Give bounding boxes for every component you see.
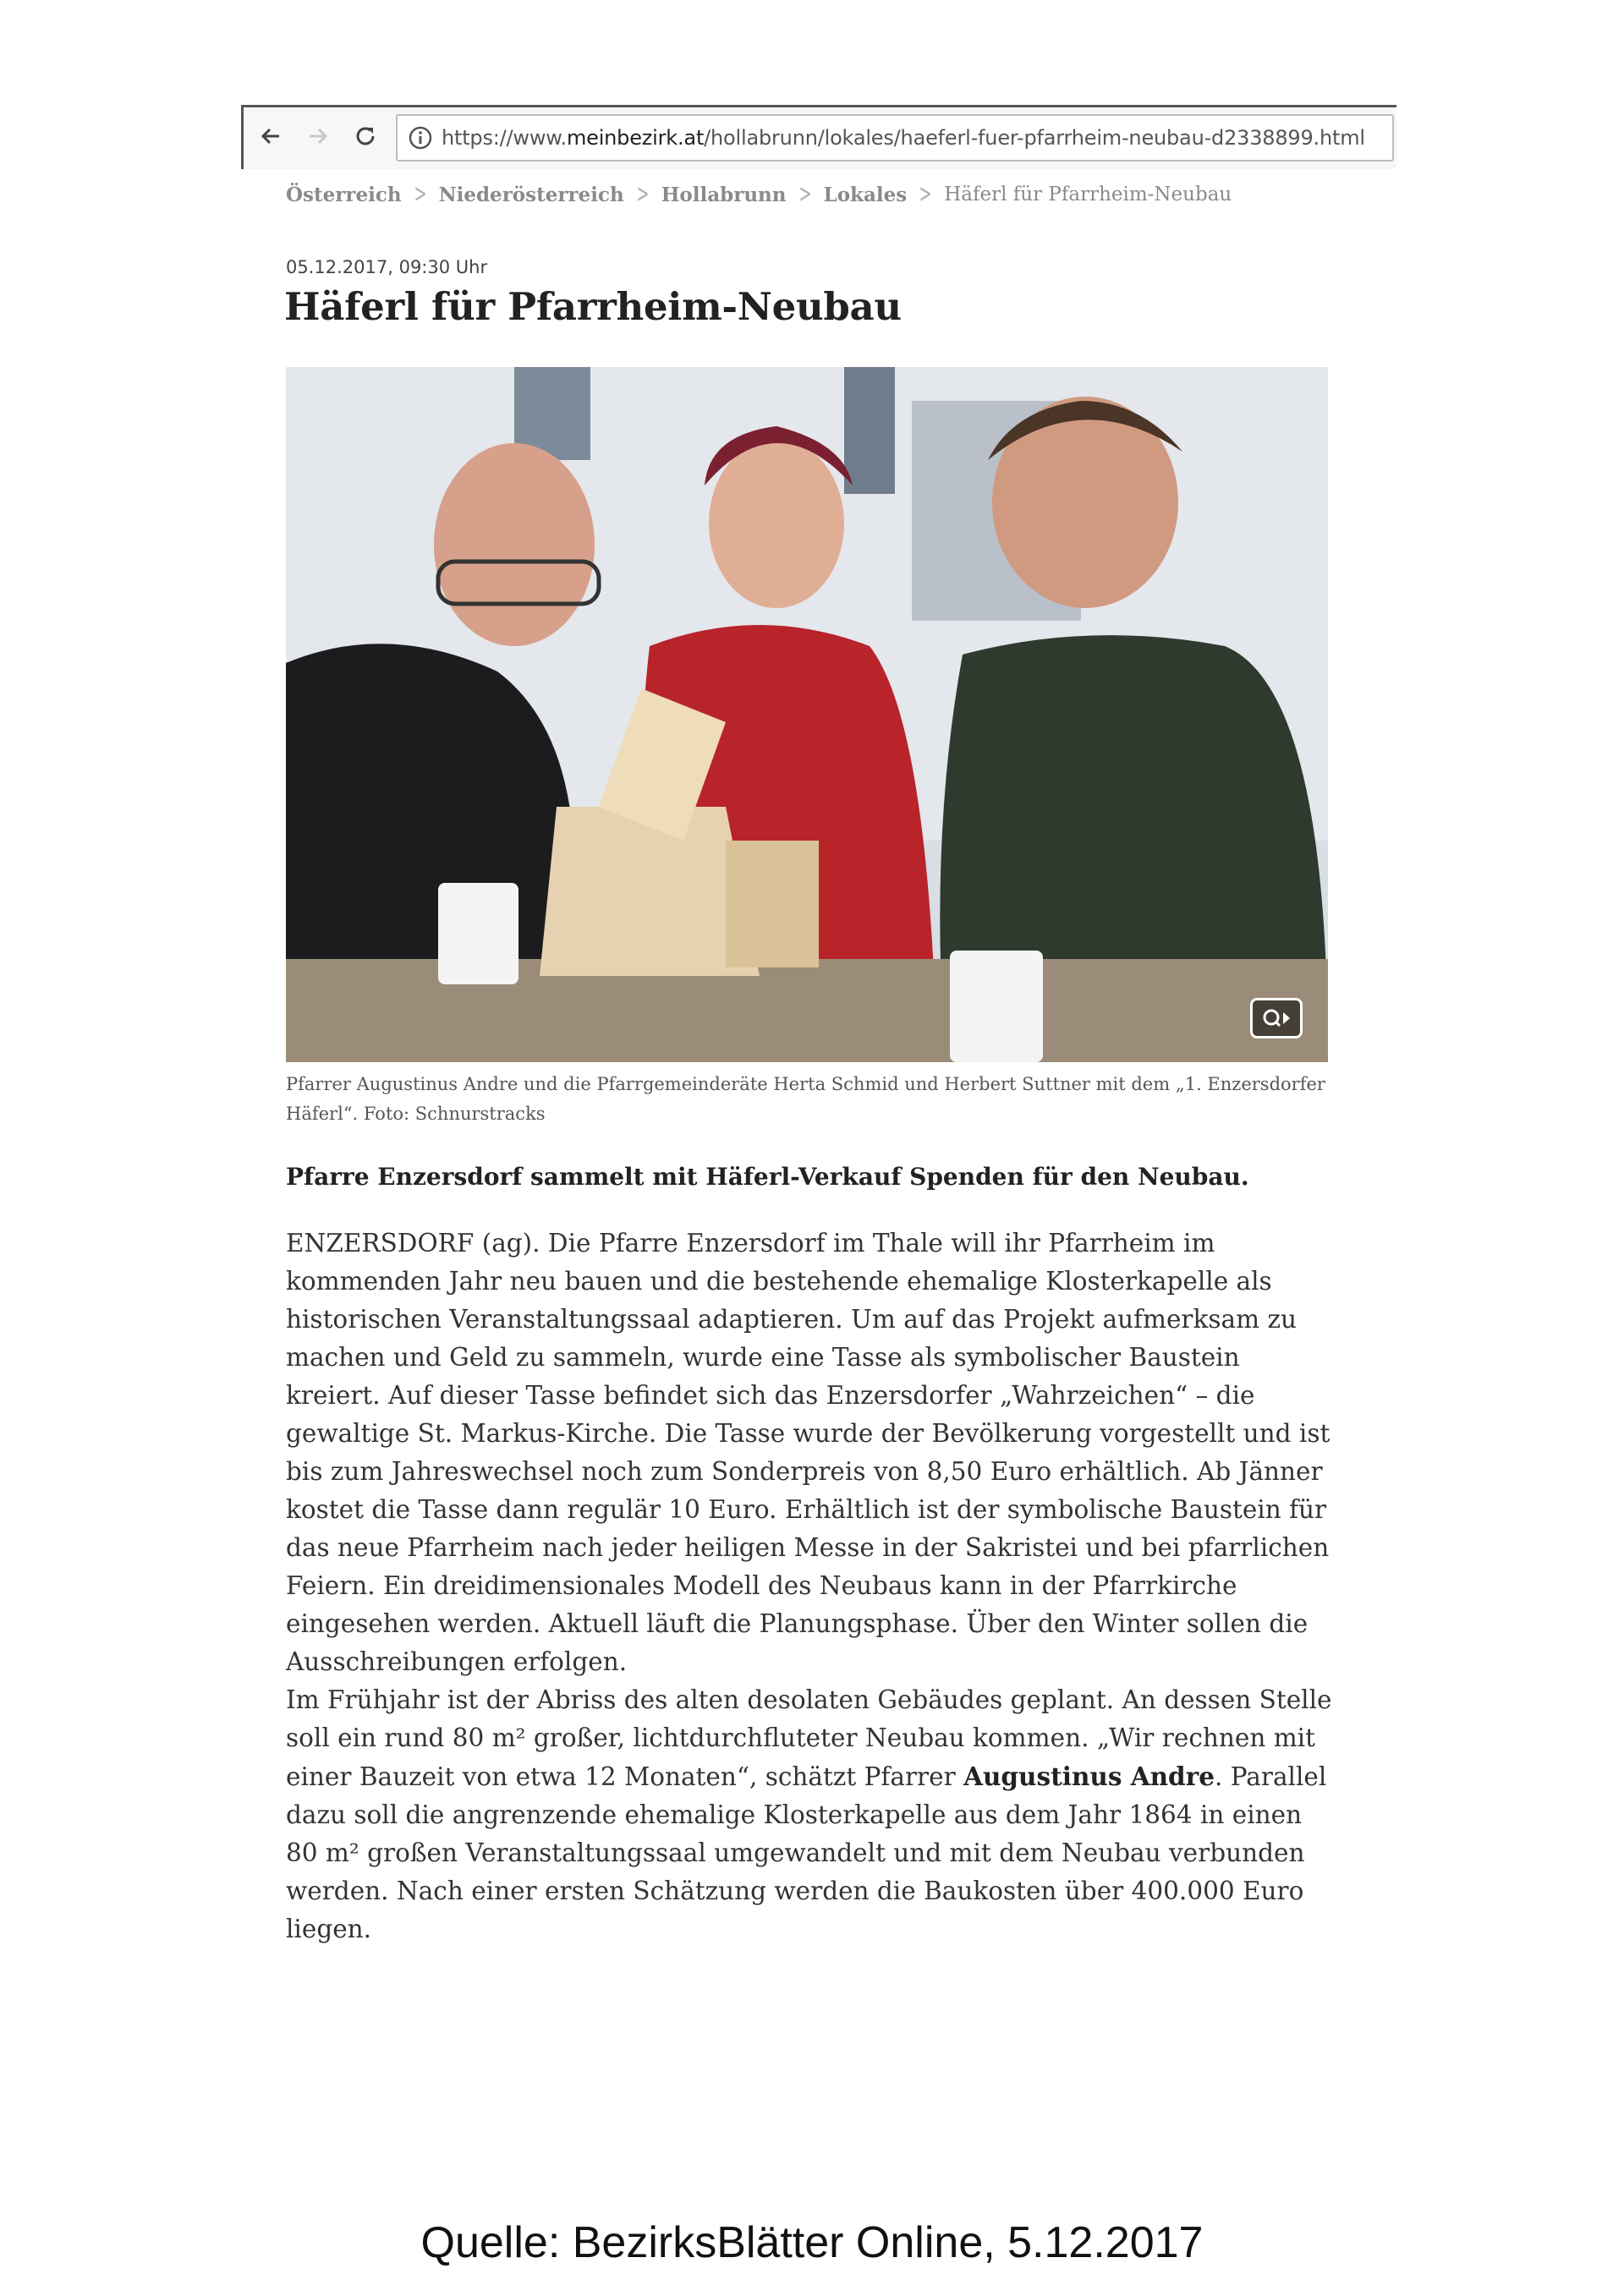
breadcrumb [286, 178, 1232, 211]
back-button[interactable] [254, 119, 288, 153]
photo-scene [286, 367, 1328, 1062]
breadcrumb-item-lokales[interactable]: Lokales [823, 183, 908, 206]
article-paragraph-1: ENZERSDORF (ag). Die Pfarre Enzersdorf im Thale will ihr Pfarrheim im kommenden Jahr neu bauen und die bestehende ehemalige Klosterkapelle als historischen Veranstaltungssaal adaptieren. Um auf das Projekt aufmerksam zu machen und Geld zu sammeln, wurde eine Tasse als symbolischer Baustein kreiert. Auf dieser Tasse befindet sich das Enzersdorfer „Wahrzeichen“ – die gewaltige St. Markus-Kirche. Die Tasse wurde der Bevölkerung vorgestellt und ist bis zum Jahreswechsel noch zum Sonderpreis von 8,50 Euro erhältlich. Ab Jänner kostet die Tasse dann regulär 10 Euro. Erhältlich ist der symbolische Baustein für das neue Pfarrheim nach jeder heiligen Messe in der Sakristei und bei pfarrlichen Feiern. Ein dreidimensionales Modell des Neubaus kann in der Pfarrkirche eingesehen werden. Aktuell läuft die Planungsphase. Über den Winter sollen die Ausschreibungen erfolgen. [286, 1229, 1330, 1676]
forward-arrow-icon [304, 123, 332, 150]
info-icon[interactable] [408, 125, 433, 151]
source-note: Quelle: BezirksBlätter Online, 5.12.2017 [420, 2218, 1204, 2267]
paragraph-2-part-b: . Parallel dazu soll die angrenzende ehemalige Klosterkapelle aus dem Jahr 1864 in einen 80 m² großen Veranstaltungssaal umgewandelt und mit dem Neubau verbunden werden. Nach einer ersten Schätzung werden die Baukosten über 400.000 Euro liegen. [286, 1762, 1327, 1943]
article-lead: Pfarre Enzersdorf sammelt mit Häferl-Verkauf Spenden für den Neubau. [286, 1163, 1249, 1191]
browser-toolbar [241, 105, 1396, 169]
url-text [442, 126, 1365, 150]
article-dateline: 05.12.2017, 09:30 Uhr [286, 257, 488, 277]
chevron-right-icon: > [919, 179, 932, 209]
gallery-zoom-icon [1259, 1007, 1293, 1029]
breadcrumb-item-oesterreich[interactable]: Österreich [286, 183, 402, 206]
article-photo[interactable] [286, 367, 1328, 1062]
paragraph-2-part-a: Im Frühjahr ist der Abriss des alten desolaten Gebäudes geplant. An dessen Stelle soll ein rund 80 m² großer, lichtdurchfluteter Neubau kommen. „Wir rechnen mit einer Bauzeit von etwa 12 Monaten“, schätzt Pfarrer [286, 1685, 1332, 1791]
chevron-right-icon: > [798, 179, 812, 209]
reload-button[interactable] [348, 119, 382, 153]
article-title: Häferl für Pfarrheim-Neubau [284, 284, 902, 329]
person-name-augustinus-andre: Augustinus Andre [963, 1762, 1215, 1791]
article-body [286, 1225, 1335, 1948]
forward-button[interactable] [301, 119, 335, 153]
url-host: meinbezirk.at [566, 126, 705, 150]
photo-caption: Pfarrer Augustinus Andre und die Pfarrgemeinderäte Herta Schmid und Herbert Suttner mit dem „1. Enzersdorfer Häferl“. Foto: Schnurstracks [286, 1074, 1325, 1124]
back-arrow-icon [257, 123, 284, 150]
breadcrumb-item-niederoesterreich[interactable]: Niederösterreich [438, 183, 624, 206]
url-prefix: https://www. [442, 126, 567, 150]
article-paragraph-2 [286, 1681, 1335, 1948]
breadcrumb-item-hollabrunn[interactable]: Hollabrunn [661, 183, 787, 206]
gallery-zoom-button[interactable] [1250, 998, 1303, 1038]
chevron-right-icon: > [636, 179, 650, 209]
address-bar[interactable] [396, 114, 1394, 162]
chevron-right-icon: > [414, 179, 427, 209]
reload-icon [352, 123, 379, 150]
url-path: /hollabrunn/lokales/haeferl-fuer-pfarrheim-neubau-d2338899.html [704, 126, 1365, 150]
breadcrumb-item-current: Häferl für Pfarrheim-Neubau [944, 184, 1232, 205]
